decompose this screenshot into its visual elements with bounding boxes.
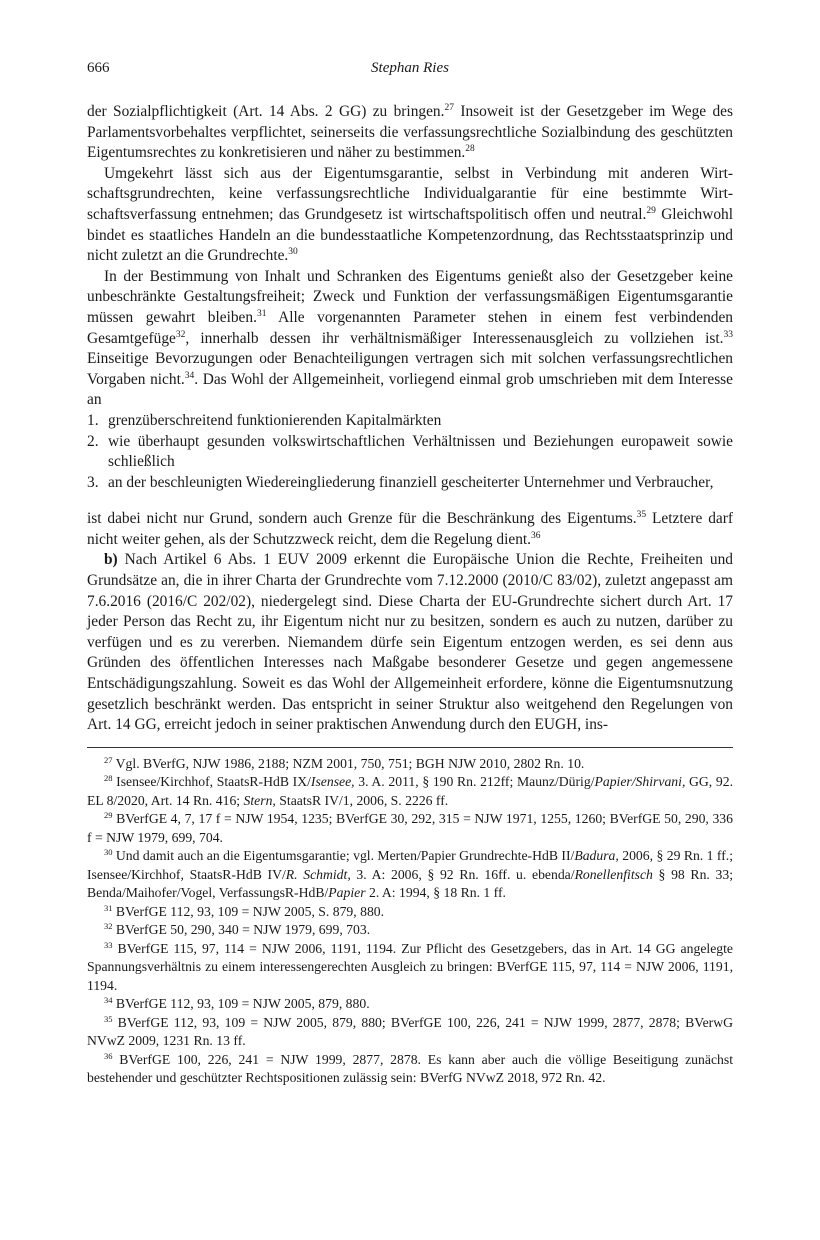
- text-run: Insoweit ist der Gesetzgeber im Wege des Parlamentsvorbehaltes verpflichtet, seinerseits die verfassungsrechtliche Sozialbindung des geschützten Eigentumsrechtes zu konkretisieren und näher zu bestimmen.: [87, 103, 733, 162]
- footnote-separator: [87, 747, 733, 748]
- list-number: 1.: [87, 411, 99, 429]
- footnote: [87, 903, 733, 922]
- page-number: 666: [87, 60, 110, 76]
- text-run: . Das Wohl der Allgemeinheit, vorliegend einmal grob umschrieben mit dem Interesse an: [87, 370, 733, 409]
- list-number: 3.: [87, 473, 99, 491]
- list-item: [87, 411, 733, 432]
- text-run: Gleichwohl bindet es staatliches Handeln an die bundesstaatliche Kompetenzordnung, das Rechtsstaatsprinzip und nicht zuletzt an die Grundrechte.: [87, 205, 733, 265]
- footnote: [87, 810, 733, 847]
- text-run: Umgekehrt lässt sich aus der Eigentumsgarantie, selbst in Verbindung mit anderen Wirtschaftsgrundrechten, keine verfassungsrechtliche Individualgarantie für eine bestimmte Wirtschaftsverfassung entnehmen; das Grundgesetz ist wirtschaftspolitisch offen und neutral.: [87, 164, 733, 223]
- text-run: Alle vorgenannten Parameter stehen in einem fest verbindenden Gesamtgefüge: [87, 308, 733, 347]
- italic-text: Papier/Shirvani,: [594, 774, 686, 790]
- italic-text: Badura,: [574, 848, 619, 864]
- text-run: Vgl. BVerfG, NJW 1986, 2188; NZM 2001, 750, 751; BGH NJW 2010, 2802 Rn. 10.: [112, 755, 585, 771]
- text-run: BVerfGE 100, 226, 241 = NJW 1999, 2877, 2878. Es kann aber auch die völlige Beseitigung zunächst bestehender und geschützter Rechtspositionen zulässig sein: BVerfG NVwZ 2018, 972 Rn. 42.: [87, 1051, 733, 1086]
- footnote: [87, 921, 733, 940]
- footnote-ref: 34: [184, 370, 195, 381]
- text-run: Nach Artikel 6 Abs. 1 EUV 2009 erkennt die Europäische Union die Rechte, Freiheiten und Grundsätze an, die in ihrer Charta der Grundrechte vom 7.12.2000 (2010/C 83/02), zuletzt angepasst am 7.6.2016 (2016/C 202/02), niedergelegt sind. Diese Charta der EU-Grundrechte sichert durch Art. 17 jeder Person das Recht zu, ihr Eigentum nicht nur zu besitzen, sondern es auch zu nutzen, darüber zu verfügen und es zu vererben. Niemandem dürfe sein Eigentum entzogen werden, es sei denn aus Gründen des öffentlichen Interesses nach Maßgabe besonderer Gesetze und gegen angemessene Entschädigungszahlung. Soweit es das Wohl der Allgemeinheit erfordere, könne die Eigentumsnutzung gesetzlich beschränkt werden. Das entspricht in seiner Struktur also weitgehend den Regelungen von Art. 14 GG, erreicht jedoch in seiner praktischen Anwendung durch den EUGH, ins-: [87, 551, 733, 734]
- text-run: GG, 92. EL 8/2020, Art. 14 Rn. 416;: [87, 774, 733, 808]
- footnote-ref: 31: [104, 902, 113, 913]
- paragraph: [87, 509, 733, 550]
- text-run: BVerfGE 112, 93, 109 = NJW 2005, 879, 880; BVerfGE 100, 226, 241 = NJW 1999, 2877, 2878; BVerwG NVwZ 2009, 1231 Rn. 13 ff.: [87, 1014, 733, 1049]
- text-run: BVerfGE 115, 97, 114 = NJW 2006, 1191, 1194. Zur Pflicht des Gesetzgebers, das in Art. 14 GG angelegte Spannungsverhältnis zu einem interessengerechten Ausgleich zu bringen: BVerfGE 115, 97, 114 = NJW 2006, 1191, 1194.: [87, 940, 733, 993]
- text-run: BVerfGE 112, 93, 109 = NJW 2005, 879, 880.: [112, 996, 370, 1012]
- footnote-ref: 33: [723, 329, 733, 340]
- list-item: [87, 432, 733, 473]
- text-run: In der Bestimmung von Inhalt und Schranken des Eigentums genießt also der Gesetzgeber keine unbeschränkte Gestaltungsfreiheit; Zweck und Funktion der verfassungsmäßigen Eigentumsgarantie müssen gewahrt bleiben.: [87, 267, 733, 326]
- list-number: 2.: [87, 432, 99, 450]
- italic-text: Isensee,: [310, 774, 355, 790]
- text-run: BVerfGE 4, 7, 17 f = NJW 1954, 1235; BVerfGE 30, 292, 315 = NJW 1971, 1255, 1260; BVerfGE 50, 290, 336 f = NJW 1979, 699, 704.: [87, 811, 733, 845]
- paragraph: [87, 267, 733, 411]
- text-run: BVerfGE 112, 93, 109 = NJW 2005, S. 879, 880.: [112, 903, 385, 919]
- italic-text: R. Schmidt,: [285, 866, 351, 882]
- list-text: grenzüberschreitend funktionierenden Kapitalmärkten: [108, 411, 442, 429]
- page-header: [87, 60, 733, 86]
- text-run: Und damit auch an die Eigentumsgarantie; vgl. Merten/Papier Grundrechte-HdB II/: [112, 848, 575, 864]
- footnote-ref: 32: [104, 921, 113, 932]
- footnote-ref: 31: [256, 308, 267, 319]
- section-marker: b): [104, 551, 118, 569]
- document-page: [87, 60, 733, 1088]
- footnote-ref: 29: [104, 810, 113, 821]
- italic-text: Papier: [328, 885, 366, 901]
- footnote: [87, 773, 733, 810]
- footnote-ref: 28: [104, 773, 113, 784]
- body-text: [87, 102, 733, 736]
- list-item: [87, 473, 733, 494]
- footnote-ref: 36: [104, 1050, 113, 1061]
- footnote: [87, 1051, 733, 1088]
- paragraph: [87, 550, 733, 735]
- text-run: Letztere darf nicht weiter gehen, als der Schutzzweck reicht, dem die Regelung dient.: [87, 510, 734, 548]
- text-run: Isensee/Kirchhof, StaatsR-HdB IX/: [112, 774, 311, 790]
- text-run: ist dabei nicht nur Grund, sondern auch Grenze für die Beschränkung des Eigentums.: [87, 510, 637, 528]
- list-text: wie überhaupt gesunden volkswirtschaftlichen Verhältnissen und Beziehungen europaweit sowie schließlich: [108, 432, 733, 471]
- footnote-ref: 32: [175, 329, 186, 340]
- footnote-ref: 27: [444, 103, 454, 113]
- running-head: Stephan Ries: [371, 60, 449, 76]
- paragraph: [87, 164, 733, 267]
- text-run: , innerhalb dessen ihr verhältnismäßiger Interessenausgleich zu vollziehen ist.: [185, 329, 724, 347]
- text-run: Einseitige Bevorzugungen oder Benachteiligungen vertragen sich mit solchen verfassungsrechtlichen Vorgaben nicht.: [87, 350, 733, 388]
- footnote-ref: 33: [104, 939, 113, 950]
- footnote: [87, 940, 733, 996]
- text-run: § 98 Rn. 33; Benda/Maihofer/Vogel, VerfassungsR-HdB/: [87, 866, 733, 901]
- footnote: [87, 755, 733, 774]
- footnote-ref: 29: [646, 205, 656, 216]
- italic-text: Stern,: [243, 792, 276, 808]
- footnote-ref: 35: [104, 1013, 113, 1024]
- enumerated-list: [87, 411, 733, 493]
- text-run: der Sozialpflichtigkeit (Art. 14 Abs. 2 GG) zu bringen.: [87, 103, 445, 120]
- footnote-ref: 36: [531, 530, 541, 541]
- footnote: [87, 847, 733, 903]
- text-run: BVerfGE 50, 290, 340 = NJW 1979, 699, 703.: [112, 922, 371, 938]
- footnote: [87, 995, 733, 1014]
- italic-text: Ronellenfitsch: [574, 866, 653, 882]
- text-run: 3. A: 2006, § 92 Rn. 16ff. u. ebenda/: [350, 866, 575, 882]
- footnote-ref: 30: [288, 247, 298, 258]
- text-run: 2006, § 29 Rn. 1 ff.; Isensee/Kirchhof, StaatsR-HdB IV/: [87, 848, 734, 882]
- footnote-ref: 30: [104, 847, 113, 858]
- footnote: [87, 1014, 733, 1051]
- footnote-ref: 35: [636, 510, 647, 521]
- text-run: 2. A: 1994, § 18 Rn. 1 ff.: [365, 885, 506, 901]
- list-text: an der beschleunigten Wiedereingliederung finanziell gescheiterter Unternehmer und Verbraucher,: [108, 473, 714, 491]
- footnote-ref: 27: [104, 754, 113, 765]
- text-run: 3. A. 2011, § 190 Rn. 212ff; Maunz/Dürig/: [354, 774, 595, 790]
- footnotes: [87, 755, 733, 1088]
- text-run: StaatsR IV/1, 2006, S. 2226 ff.: [275, 792, 449, 808]
- footnote-ref: 34: [104, 995, 113, 1006]
- paragraph: [87, 102, 733, 164]
- footnote-ref: 28: [465, 144, 475, 155]
